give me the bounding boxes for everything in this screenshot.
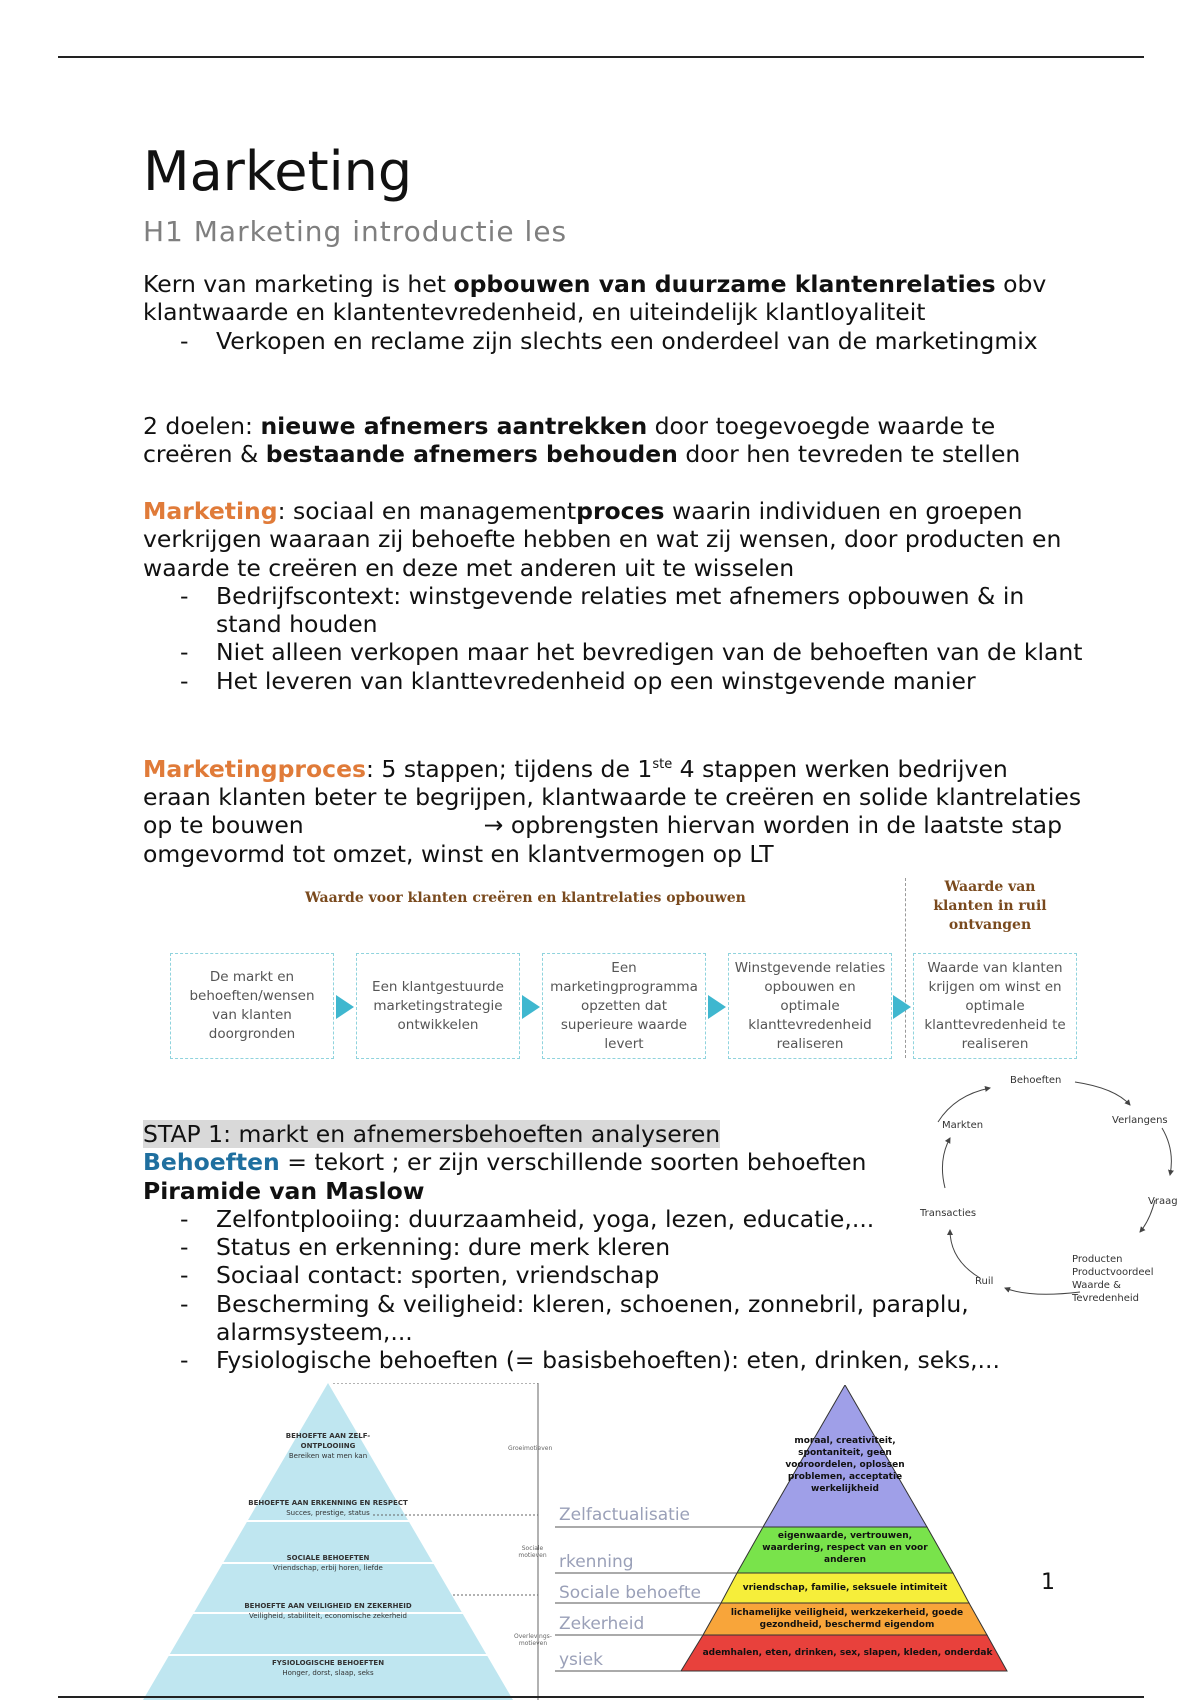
process-step-3: Een marketingprogramma opzetten dat superieure waarde levert — [542, 953, 706, 1059]
process-step-5: Waarde van klanten krijgen om winst en optimale klanttevredenheid te realiseren — [913, 953, 1077, 1059]
p2-end: door hen tevreden te stellen — [677, 440, 1021, 469]
pyramid-level — [273, 1431, 383, 1461]
header-rule — [58, 56, 1144, 58]
list-item: - Fysiologische behoeften (= basisbehoeften): eten, drinken, seks,... — [143, 1346, 1063, 1374]
list-item: - Het leveren van klanttevredenheid op een winstgevende manier — [143, 667, 1083, 695]
behoeften-term: Behoeften — [143, 1148, 280, 1177]
pyramid-level-text: ademhalen, eten, drinken, sex, slapen, kleden, onderdak — [702, 1648, 993, 1658]
maslow-pyramid-left — [143, 1383, 563, 1700]
arrow-icon — [336, 995, 354, 1019]
p4-rest: 4 stappen werken bedrijven eraan klanten beter te begrijpen, klantwaarde te creëren en solide klantrelaties op te bouwen — [143, 754, 1082, 840]
level-label: ysiek — [559, 1650, 603, 1670]
p4-text: : 5 stappen; tijdens de 1 — [366, 754, 653, 783]
marketing-term: Marketing — [143, 497, 278, 525]
p4-sup: ste — [652, 757, 673, 772]
goals-paragraph — [143, 412, 1083, 469]
p2-text: 2 doelen: — [143, 412, 261, 440]
step1-heading: STAP 1: markt en afnemersbehoeften analyseren — [143, 1120, 721, 1148]
process-title-right: Waarde van klanten in ruil ontvangen — [933, 879, 1047, 933]
level-title: BEHOEFTE AAN ERKENNING EN RESPECT — [248, 1499, 408, 1507]
level-label: Zekerheid — [559, 1614, 645, 1634]
p2-bold-1: nieuwe afnemers aantrekken — [260, 412, 648, 440]
level-title: FYSIOLOGISCHE BEHOEFTEN — [271, 1659, 385, 1667]
motive-label: Groeimotieven — [508, 1445, 553, 1452]
maslow-list — [143, 1205, 1063, 1375]
cycle-label: Verlangens — [1112, 1115, 1168, 1126]
list-item: - Sociaal contact: sporten, vriendschap — [143, 1261, 1063, 1289]
list-item: - Zelfontplooiing: duurzaamheid, yoga, lezen, educatie,... — [143, 1205, 1063, 1233]
level-label: rkenning — [559, 1552, 634, 1572]
process-divider — [905, 878, 906, 1058]
list-item: - Niet alleen verkopen maar het bevredigen van de behoeften van de klant — [143, 638, 1083, 666]
level-desc: Bereiken wat men kan — [288, 1452, 368, 1460]
level-desc: Veiligheid, stabiliteit, economische zekerheid — [249, 1612, 407, 1620]
level-label: Zelfactualisatie — [559, 1505, 691, 1525]
level-desc: Succes, prestige, status — [286, 1509, 370, 1517]
level-title: BEHOEFTE AAN ZELF-ONTPLOOIING — [285, 1432, 371, 1450]
pyramid-level — [168, 1658, 488, 1678]
list-item: - Verkopen en reclame zijn slechts een onderdeel van de marketingmix — [143, 327, 1083, 355]
process-step-1: De markt en behoeften/wensen van klanten doorgronden — [170, 953, 334, 1059]
p4-conclusion: → opbrengsten hiervan worden in de laatste stap omgevormd tot omzet, winst en klantvermogen op LT — [143, 811, 1062, 868]
level-title: BEHOEFTE AAN VEILIGHEID EN ZEKERHEID — [244, 1602, 412, 1610]
p1-list — [143, 327, 1083, 355]
p1-bold: opbouwen van duurzame klantenrelaties — [453, 270, 996, 298]
document-title: Marketing — [143, 140, 413, 203]
level-desc: Vriendschap, erbij horen, liefde — [273, 1564, 383, 1572]
marketingproces-term: Marketingproces — [143, 754, 367, 783]
cycle-label: Markten — [942, 1120, 984, 1131]
p2-bold-2: bestaande afnemers behouden — [265, 440, 678, 469]
arrow-icon — [522, 995, 540, 1019]
page-number: 1 — [1041, 1570, 1055, 1595]
p1-rest: obv klantwaarde en klantentevredenheid, en uiteindelijk klantloyaliteit — [143, 270, 1047, 327]
pyramid-level-text: moraal, creativiteit, spontaniteit, geen vooroordelen, oplossen problemen, acceptatie werkelijkheid — [785, 1436, 905, 1494]
intro-paragraph — [143, 270, 1083, 355]
p3-list — [143, 582, 1083, 695]
cycle-label: Transacties — [920, 1208, 977, 1219]
arrow-icon — [708, 995, 726, 1019]
level-title: SOCIALE BEHOEFTEN — [286, 1554, 370, 1562]
cycle-label: Vraag — [1148, 1196, 1178, 1207]
pyramid-level — [238, 1498, 418, 1518]
chapter-subtitle: H1 Marketing introductie les — [143, 215, 568, 248]
cycle-label: Producten Productvoordeel Waarde & Tevredenheid — [1072, 1254, 1154, 1304]
level-desc: Honger, dorst, slaap, seks — [282, 1669, 374, 1677]
process-paragraph — [143, 751, 1083, 868]
p3-rest: waarin individuen en groepen verkrijgen waaraan zij behoefte hebben en wat zij wensen, door producten en waarde te creëren en deze met anderen uit te wisselen — [143, 497, 1062, 582]
pyramid-level-text: vriendschap, familie, seksuele intimiteit — [742, 1583, 948, 1593]
p3-bold: proces — [576, 497, 665, 525]
motive-label: Overlevings-motieven — [514, 1633, 552, 1647]
cycle-label: Ruil — [975, 1276, 994, 1287]
pyramid-level-text: lichamelijke veiligheid, werkzekerheid, goede gezondheid, beschermd eigendom — [730, 1608, 964, 1630]
process-step-2: Een klantgestuurde marketingstrategie ontwikkelen — [356, 953, 520, 1059]
process-title-left: Waarde voor klanten creëren en klantrelaties opbouwen — [305, 890, 746, 906]
pyramid-level-text: eigenwaarde, vertrouwen, waardering, respect van en voor anderen — [762, 1531, 928, 1565]
p2-mid: door toegevoegde waarde te creëren & — [143, 412, 996, 469]
p3-text: : sociaal en management — [277, 497, 577, 525]
pyramid-level — [188, 1601, 468, 1621]
process-step-4: Winstgevende relaties opbouwen en optimale klanttevredenheid realiseren — [728, 953, 892, 1059]
level-label: Sociale behoefte — [559, 1583, 701, 1603]
footer-rule — [58, 1696, 1144, 1698]
behoeften-text: = tekort ; er zijn verschillende soorten behoeften — [279, 1148, 867, 1177]
maslow-heading: Piramide van Maslow — [143, 1176, 425, 1205]
maslow-pyramid-right — [555, 1385, 1020, 1700]
list-item: - Bedrijfscontext: winstgevende relaties met afnemers opbouwen & in stand houden — [143, 582, 1083, 639]
pyramid-level — [213, 1553, 443, 1573]
cycle-label: Behoeften — [1010, 1075, 1062, 1086]
arrow-icon — [893, 995, 911, 1019]
p1-text: Kern van marketing is het — [143, 270, 454, 298]
list-item: - Bescherming & veiligheid: kleren, schoenen, zonnebril, paraplu, alarmsysteem,... — [143, 1290, 1063, 1347]
list-item: - Status en erkenning: dure merk kleren — [143, 1233, 1063, 1261]
motive-label: Sociale motieven — [518, 1545, 547, 1559]
definition-paragraph — [143, 497, 1083, 695]
